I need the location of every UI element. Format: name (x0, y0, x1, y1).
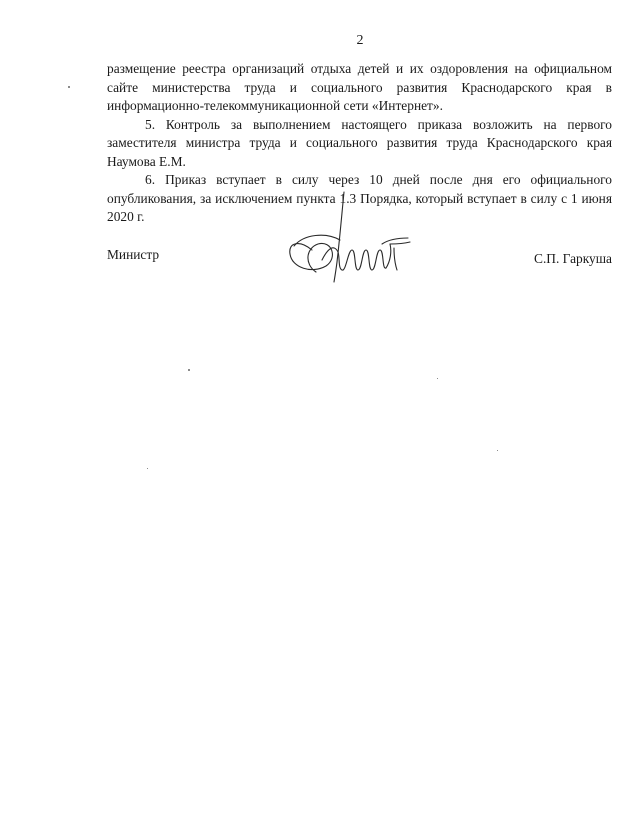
scan-speck (188, 369, 190, 371)
scan-speck (147, 468, 148, 469)
signer-title: Министр (107, 247, 160, 262)
signer-name: С.П. Гаркуша (534, 251, 612, 266)
page-number: 2 (356, 33, 364, 48)
scan-speck (437, 378, 438, 379)
handwritten-signature (282, 188, 412, 288)
paragraph-continuation: размещение реестра организаций отдыха детей и их оздоровления на официальном сайте министерства труда и социального развития Краснодарского края в информационно-телекоммуникационной сети «Интернет». (107, 61, 612, 113)
paragraph-item-6: 6. Приказ вступает в силу через 10 дней после дня его официального опубликования, за исключением пункта 1.3 Порядка, который вступает в силу с 1 июня 2020 г. (107, 172, 612, 224)
scan-speck (68, 86, 70, 88)
scan-speck (497, 450, 498, 451)
paragraph-item-5: 5. Контроль за выполнением настоящего приказа возложить на первого заместителя министра труда и социального развития труда Краснодарского края Наумова Е.М. (107, 116, 612, 169)
